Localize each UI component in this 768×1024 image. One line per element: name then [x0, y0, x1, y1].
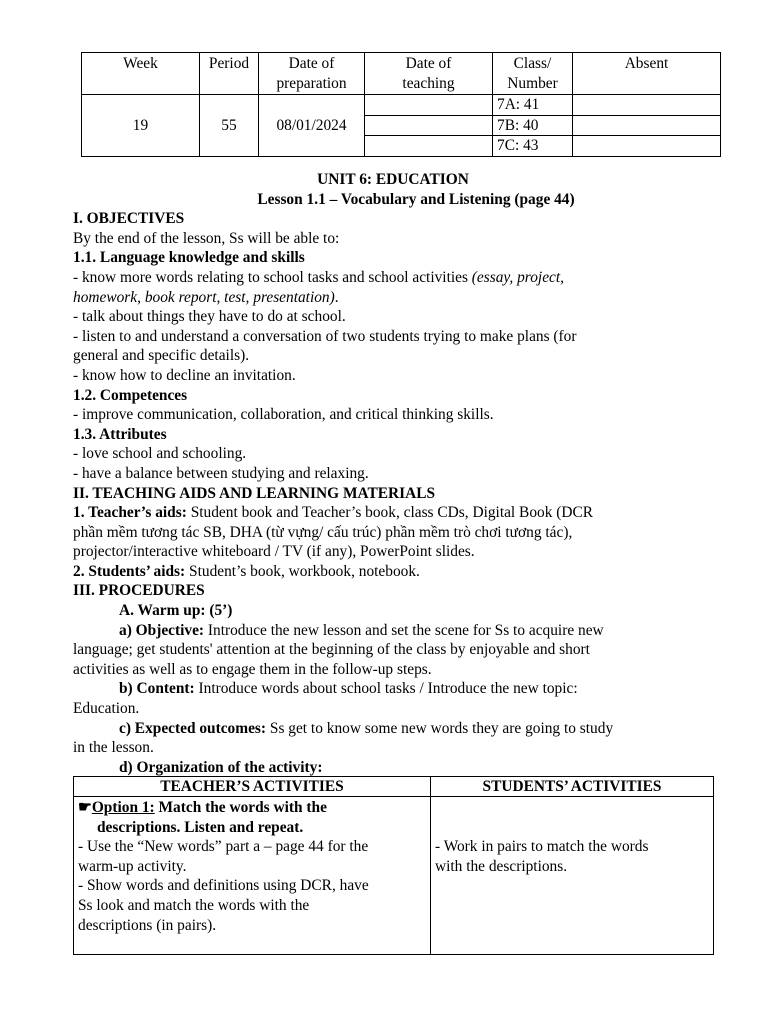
schedule-table: [81, 52, 721, 157]
content-paragraph-line: Education.: [73, 700, 140, 718]
student-step-line: with the descriptions.: [435, 857, 568, 875]
option-title-line: descriptions. Listen and repeat.: [97, 818, 304, 836]
teachers-aids-line: projector/interactive whiteboard / TV (if any), PowerPoint slides.: [73, 543, 475, 561]
period-value: 55: [200, 95, 259, 157]
absent-cell: [573, 136, 721, 157]
content-paragraph: b) Content: Introduce words about school tasks / Introduce the new topic:: [119, 680, 578, 698]
teacher-activity-cell: [74, 797, 431, 955]
attributes-heading: 1.3. Attributes: [73, 425, 167, 443]
teacher-step-line: descriptions (in pairs).: [78, 916, 217, 934]
objective-line: - know how to decline an invitation.: [73, 366, 296, 384]
teachers-aids-line: phần mềm tương tác SB, DHA (từ vựng/ cấu trúc) phần mềm trò chơi tương tác),: [73, 523, 573, 541]
students-aids: 2. Students’ aids: Student’s book, workbook, notebook.: [73, 562, 420, 580]
procedures-heading: III. PROCEDURES: [73, 582, 205, 600]
objective-line: general and specific details).: [73, 347, 250, 365]
header-week: Week: [82, 53, 200, 95]
activities-header-row: [74, 777, 714, 797]
objectives-heading: I. OBJECTIVES: [73, 210, 185, 228]
header-class-number: Class/ Number: [493, 53, 573, 95]
attribute-line: - have a balance between studying and relaxing.: [73, 464, 369, 482]
absent-cell: [573, 95, 721, 116]
schedule-row: [82, 95, 721, 116]
class-7b: 7B: 40: [493, 115, 573, 136]
attribute-line: - love school and schooling.: [73, 445, 247, 463]
pointing-hand-icon: ☛: [78, 799, 92, 816]
unit-title: UNIT 6: EDUCATION: [317, 171, 469, 188]
objective-line: - talk about things they have to do at school.: [73, 308, 346, 326]
competence-line: - improve communication, collaboration, and critical thinking skills.: [73, 406, 494, 424]
date-of-preparation-value: 08/01/2024: [259, 95, 365, 157]
class-7a: 7A: 41: [493, 95, 573, 116]
objective-paragraph-line: language; get students' attention at the beginning of the class by enjoyable and short: [73, 641, 590, 659]
header-date-of-preparation: Date of preparation: [259, 53, 365, 95]
teachers-activities-header: TEACHER’S ACTIVITIES: [74, 777, 431, 797]
objectives-intro: By the end of the lesson, Ss will be able to:: [73, 229, 340, 247]
teacher-step-line: Ss look and match the words with the: [78, 896, 310, 914]
header-period: Period: [200, 53, 259, 95]
class-7c: 7C: 43: [493, 136, 573, 157]
organization-heading: d) Organization of the activity:: [119, 758, 323, 776]
objective-paragraph-line: activities as well as to engage them in the follow-up steps.: [73, 660, 432, 678]
student-step: - Work in pairs to match the words: [435, 838, 649, 855]
absent-cell: [573, 115, 721, 136]
student-activity-cell: [431, 797, 714, 955]
date-of-teaching-cell: [365, 136, 493, 157]
week-value: 19: [82, 95, 200, 157]
language-skills-heading: 1.1. Language knowledge and skills: [73, 249, 305, 267]
expected-outcomes-paragraph: c) Expected outcomes: Ss get to know some new words they are going to study: [119, 719, 614, 737]
date-of-teaching-cell: [365, 115, 493, 136]
objective-line: - know more words relating to school tasks and school activities (essay, project,: [73, 268, 564, 286]
objective-line: - listen to and understand a conversation of two students trying to make plans (for: [73, 327, 577, 345]
header-date-of-teaching: Date of teaching: [365, 53, 493, 95]
objective-paragraph: a) Objective: Introduce the new lesson and set the scene for Ss to acquire new: [119, 621, 604, 639]
activities-row: [74, 797, 714, 955]
teaching-aids-heading: II. TEACHING AIDS AND LEARNING MATERIALS: [73, 484, 436, 502]
lesson-title: Lesson 1.1 – Vocabulary and Listening (page 44): [257, 190, 575, 208]
objective-line: homework, book report, test, presentation).: [73, 288, 339, 306]
teachers-aids: 1. Teacher’s aids: Student book and Teacher’s book, class CDs, Digital Book (DCR: [73, 504, 594, 522]
teacher-step: - Use the “New words” part a – page 44 for the: [78, 838, 369, 856]
activities-table: [73, 776, 714, 955]
lesson-body: [73, 170, 713, 777]
warm-up-heading: A. Warm up: (5’): [119, 602, 233, 620]
competences-heading: 1.2. Competences: [73, 386, 188, 404]
header-absent: Absent: [573, 53, 721, 95]
teacher-step: - Show words and definitions using DCR, have: [78, 877, 369, 895]
schedule-header-row: [82, 53, 721, 95]
teacher-step-line: warm-up activity.: [78, 857, 187, 875]
students-activities-header: STUDENTS’ ACTIVITIES: [431, 777, 714, 797]
date-of-teaching-cell: [365, 95, 493, 116]
expected-outcomes-line: in the lesson.: [73, 739, 154, 757]
option-title: ☛Option 1: Match the words with the: [78, 799, 327, 816]
